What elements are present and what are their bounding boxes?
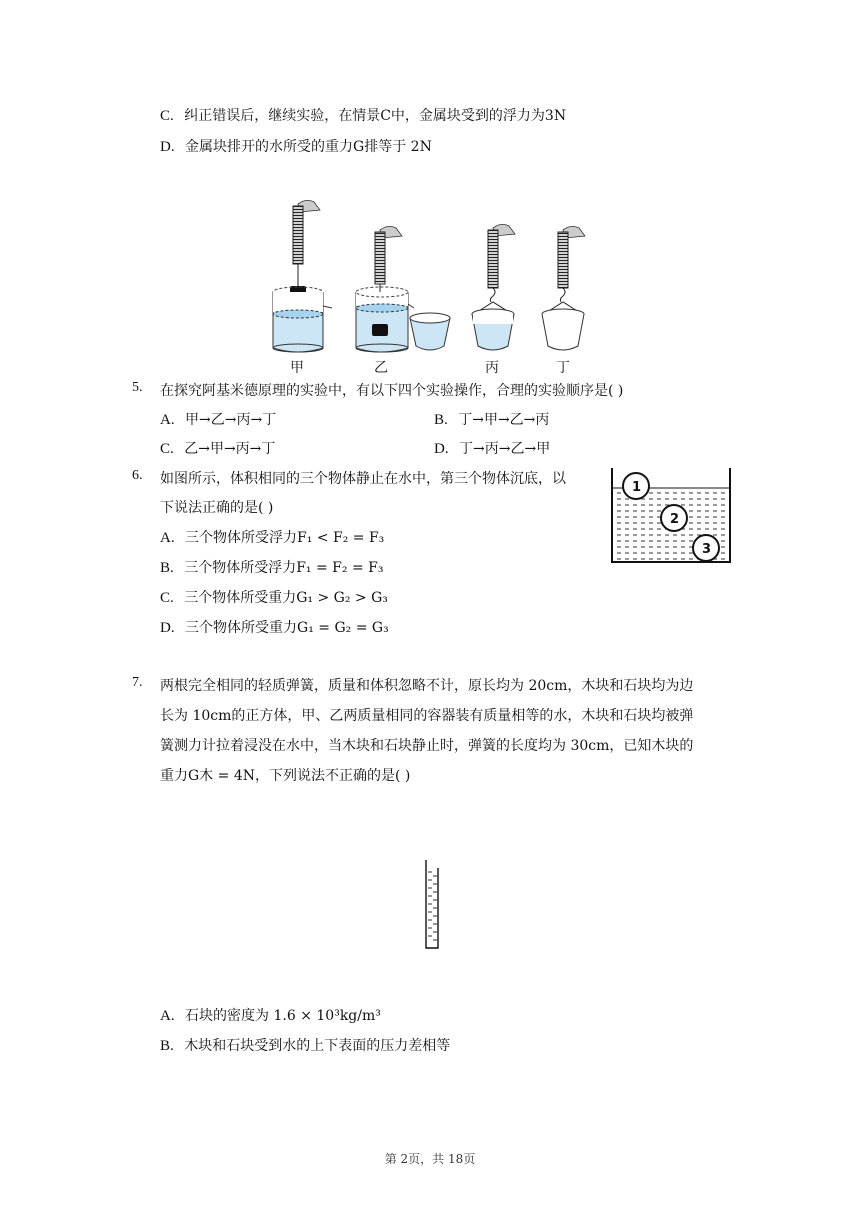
object-2-label: 2 <box>670 512 680 527</box>
option-text: 甲→乙→丙→丁 <box>185 412 277 428</box>
q7-line4: 重力G木 = 4N，下列说法不正确的是( ) <box>160 768 411 784</box>
q6-option-d <box>160 617 389 637</box>
page-footer: 第 2页，共 18页 <box>384 1152 476 1166</box>
q6-option-b <box>160 557 383 577</box>
q5-option-c <box>160 438 275 458</box>
option-letter: B. <box>434 412 448 428</box>
archimedes-experiment-figure <box>268 196 608 376</box>
option-letter: C. <box>160 108 174 124</box>
q6-stem-line2: 下说法正确的是( ) <box>160 500 274 516</box>
option-text: 三个物体所受浮力F₁ = F₂ = F₃ <box>184 560 384 576</box>
floating-objects-figure <box>608 466 734 568</box>
option-letter: A. <box>160 530 175 546</box>
label-bing: 丙 <box>485 360 499 376</box>
option-text: 丁→丙→乙→甲 <box>459 441 551 457</box>
option-text: 石块的密度为 1.6 × 10³kg/m³ <box>185 1008 381 1024</box>
option-letter: D. <box>434 441 449 457</box>
option-text: 木块和石块受到水的上下表面的压力差相等 <box>184 1038 451 1054</box>
q6-option-a <box>160 527 384 547</box>
setup-ding <box>542 226 585 350</box>
q7-line2: 长为 10cm的正方体，甲、乙两质量相同的容器装有质量相等的水，木块和石块均被弹 <box>160 708 694 724</box>
container-figure <box>420 858 442 952</box>
q6-option-c <box>160 587 388 607</box>
q5-option-a <box>160 409 276 429</box>
object-3-label: 3 <box>702 542 712 557</box>
q7-line1: 两根完全相同的轻质弹簧，质量和体积忽略不计，原长均为 20cm，木块和石块均为边 <box>160 678 694 694</box>
setup-yi <box>356 226 450 352</box>
q4-option-c <box>160 105 566 125</box>
object-1-label: 1 <box>632 480 642 495</box>
option-letter: D. <box>160 620 175 636</box>
q7-option-a <box>160 1005 381 1025</box>
option-letter: B. <box>160 1038 174 1054</box>
question-number: 6. <box>132 468 143 483</box>
setup-jia <box>273 200 332 352</box>
label-ding: 丁 <box>556 360 570 376</box>
q6-stem-line1: 如图所示，体积相同的三个物体静止在水中，第三个物体沉底，以 <box>160 471 566 487</box>
setup-bing <box>472 224 515 350</box>
q5-option-b <box>434 409 549 429</box>
option-letter: A. <box>160 412 175 428</box>
option-text: 三个物体所受重力G₁ = G₂ = G₃ <box>185 620 389 636</box>
option-text: 丁→甲→乙→丙 <box>458 412 550 428</box>
label-jia: 甲 <box>290 360 304 376</box>
option-letter: B. <box>160 560 174 576</box>
q5-option-d <box>434 438 550 458</box>
option-text: 纠正错误后，继续实验，在情景C中，金属块受到的浮力为3N <box>184 108 567 124</box>
q4-option-d <box>160 136 432 156</box>
option-text: 金属块排开的水所受的重力G排等于 2N <box>185 139 432 155</box>
q7-line3: 簧测力计拉着浸没在水中，当木块和石块静止时，弹簧的长度均为 30cm，已知木块的 <box>160 738 694 754</box>
q7-option-b <box>160 1035 450 1055</box>
option-letter: D. <box>160 139 175 155</box>
label-yi: 乙 <box>374 360 388 376</box>
question-number: 7. <box>132 675 143 690</box>
option-text: 乙→甲→丙→丁 <box>184 441 276 457</box>
option-letter: A. <box>160 1008 175 1024</box>
q5-stem: 在探究阿基米德原理的实验中，有以下四个实验操作，合理的实验顺序是( ) <box>160 383 624 399</box>
option-text: 三个物体所受浮力F₁ < F₂ = F₃ <box>185 530 385 546</box>
option-letter: C. <box>160 590 174 606</box>
option-letter: C. <box>160 441 174 457</box>
option-text: 三个物体所受重力G₁ > G₂ > G₃ <box>184 590 388 606</box>
question-number: 5. <box>132 380 143 395</box>
